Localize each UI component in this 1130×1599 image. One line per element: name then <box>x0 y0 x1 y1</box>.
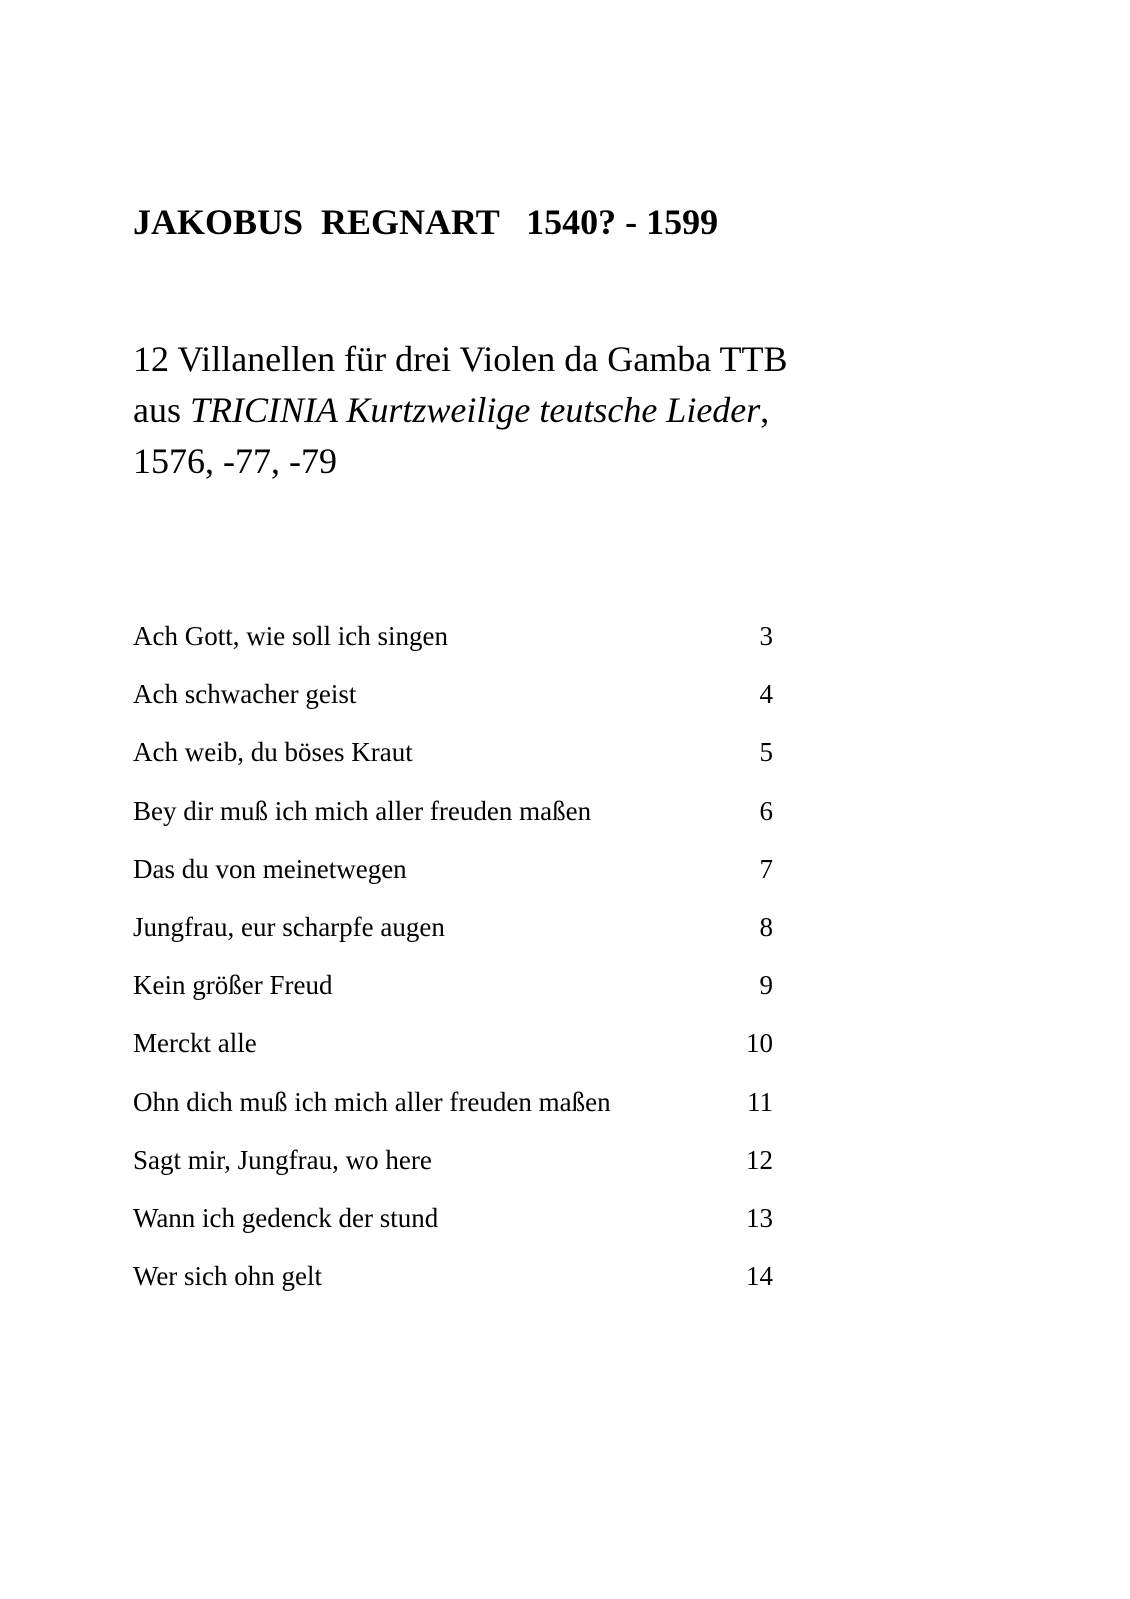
toc-entry-title: Wann ich gedenck der stund <box>133 1202 439 1233</box>
toc-entry <box>133 1138 773 1196</box>
toc-entry-title: Sagt mir, Jungfrau, wo here <box>133 1144 432 1175</box>
toc-entry-title: Ohn dich muß ich mich aller freuden maßen <box>133 1086 611 1117</box>
toc-entry-page: 3 <box>759 621 773 651</box>
toc-entry <box>133 1080 773 1138</box>
toc-entry-page: 14 <box>746 1261 773 1292</box>
subtitle-line-2-suffix: , <box>760 390 770 430</box>
source-title: TRICINIA Kurtzweilige teutsche Lieder <box>190 390 761 430</box>
toc-entry-page: 9 <box>759 970 773 1001</box>
composer-heading: JAKOBUS REGNART 1540? - 1599 <box>133 202 719 242</box>
toc-entry-page: 5 <box>759 737 773 768</box>
toc-entry-page: 4 <box>759 679 773 710</box>
toc-entry-title: Jungfrau, eur scharpfe augen <box>133 911 445 942</box>
toc-entry <box>133 1021 773 1079</box>
subtitle-line-2-prefix: aus <box>133 390 190 430</box>
toc-entry-title: Das du von meinetwegen <box>133 853 407 884</box>
subtitle-line-2 <box>133 385 788 436</box>
toc-entry-page: 11 <box>747 1086 773 1117</box>
toc-entry-title: Ach weib, du böses Kraut <box>133 737 413 768</box>
toc-entry-page: 8 <box>759 911 773 942</box>
toc-entry-page: 7 <box>759 853 773 884</box>
toc-entry <box>133 963 773 1021</box>
toc-entry <box>133 614 773 672</box>
toc-entry-title: Bey dir muß ich mich aller freuden maßen <box>133 795 592 826</box>
subtitle-line-1: 12 Villanellen für drei Violen da Gamba TTB <box>133 339 788 379</box>
toc-entry-title: Kein größer Freud <box>133 970 333 1001</box>
toc-entry-title: Ach schwacher geist <box>133 679 357 710</box>
toc-entry-title: Ach Gott, wie soll ich singen <box>133 621 448 651</box>
toc-entry-title: Wer sich ohn gelt <box>133 1261 323 1292</box>
toc-entry-page: 6 <box>759 795 773 826</box>
toc-entry <box>133 1196 773 1254</box>
toc-entry <box>133 672 773 730</box>
toc-entry <box>133 730 773 788</box>
toc-entry <box>133 1254 773 1312</box>
toc-entry-page: 13 <box>746 1202 773 1233</box>
table-of-contents <box>133 614 773 1312</box>
toc-entry <box>133 789 773 847</box>
subtitle-line-3: 1576, -77, -79 <box>133 441 337 481</box>
work-subtitle <box>133 334 788 487</box>
toc-entry-page: 10 <box>746 1028 773 1059</box>
toc-entry-page: 12 <box>746 1144 773 1175</box>
toc-entry <box>133 847 773 905</box>
toc-entry-title: Merckt alle <box>133 1028 257 1059</box>
toc-entry <box>133 905 773 963</box>
